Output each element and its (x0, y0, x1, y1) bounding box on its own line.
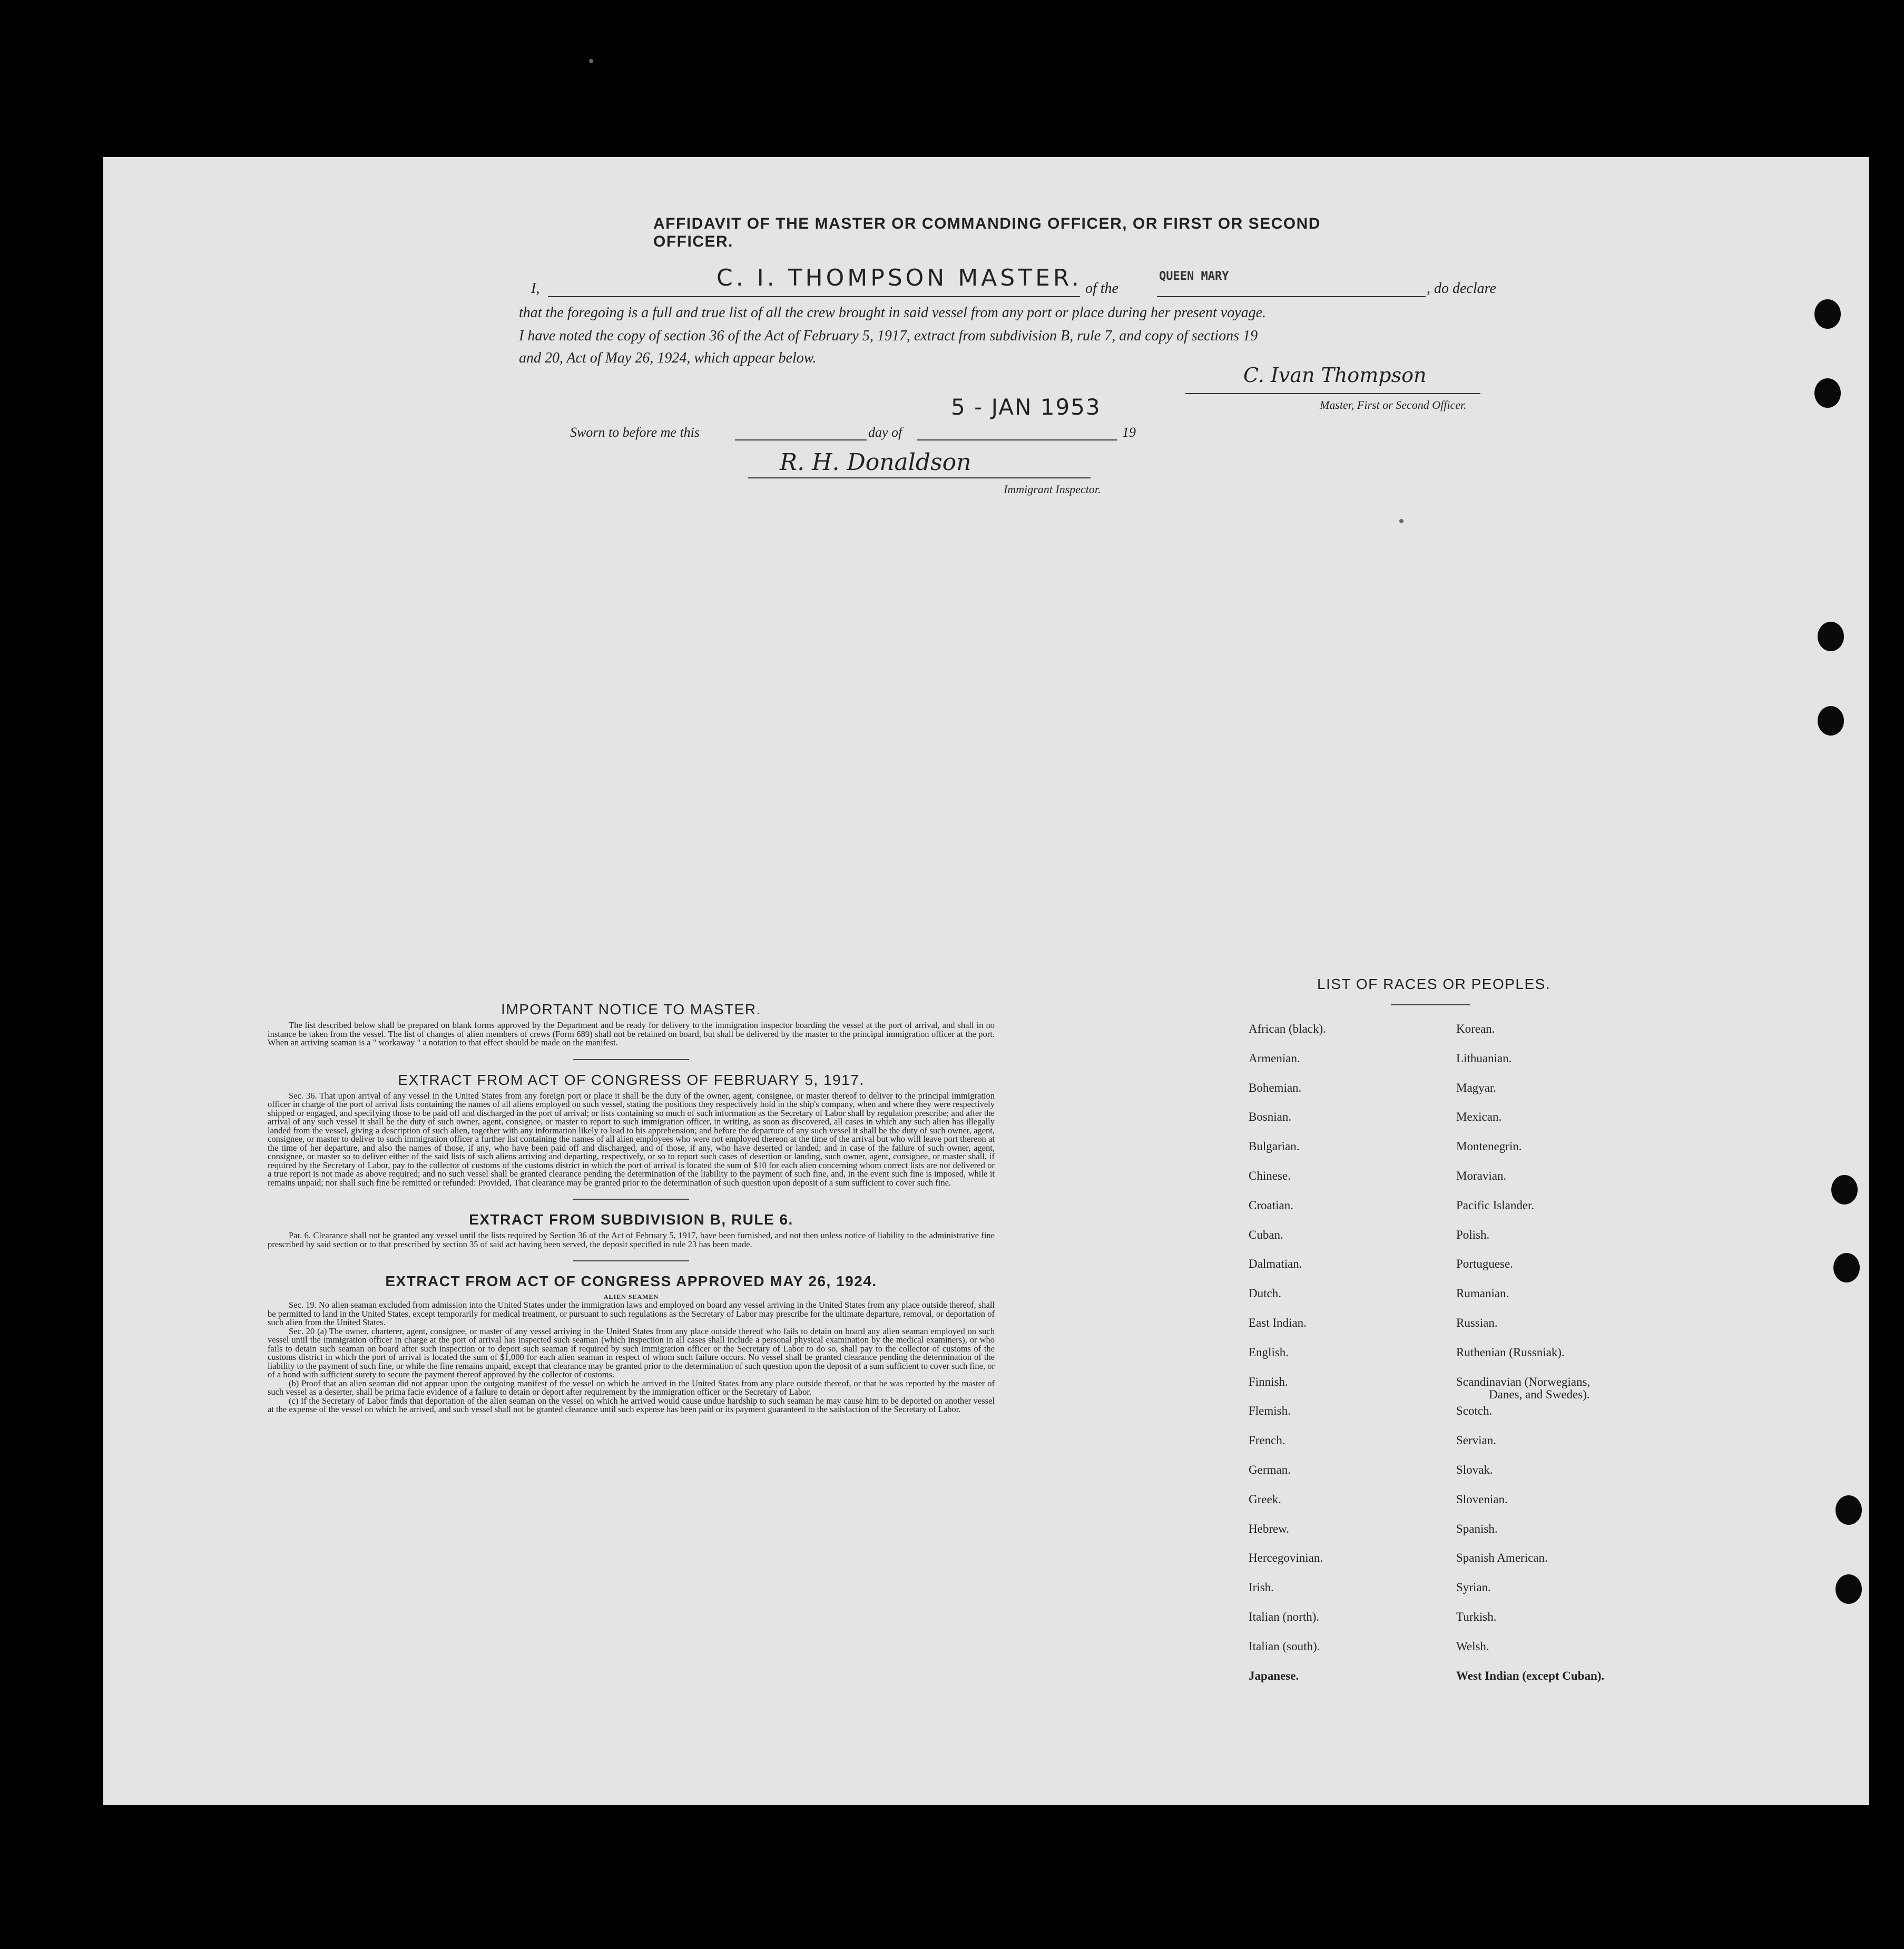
margin-speck (589, 59, 593, 63)
section-divider (573, 1199, 689, 1200)
extract-1924-sec20b: (b) Proof that an alien seaman did not appear upon the outgoing manifest of the vessel on which he arrived in the United States from any place outside thereof, or that he was reported by the master of such vessel as a deserter, shall be prima facie evidence of a failure to detain or deport after requirement by the immigration officer or the Secretary of Labor. (268, 1378, 995, 1397)
sworn-day-line (735, 439, 867, 440)
race-item: Slovak. (1456, 1463, 1493, 1476)
affidavit-title: AFFIDAVIT OF THE MASTER OR COMMANDING OFFICER, OR FIRST OR SECOND OFFICER. (653, 215, 1321, 250)
extract-rule6-body: Par. 6. Clearance shall not be granted any vessel until the lists required by Section 36 of the Act of February 5, 1917, have been furnished, and not then unless notice of liability to the administrative fine prescribed by said section or to that prescribed by section 35 of said act having been served, the deposit specified in rule 23 has been made. (268, 1230, 995, 1249)
races-title: LIST OF RACES OR PEOPLES. (1317, 976, 1551, 992)
race-item: Korean. (1456, 1022, 1495, 1035)
race-item: African (black). (1249, 1022, 1326, 1035)
year-prefix: 19 (1122, 425, 1136, 440)
race-item: Spanish American. (1456, 1551, 1548, 1565)
race-item: Welsh. (1456, 1639, 1489, 1653)
race-item: English. (1249, 1345, 1289, 1359)
race-item: Greek. (1249, 1492, 1281, 1506)
race-item: Finnish. (1249, 1375, 1288, 1388)
declarant-label: I, (531, 280, 540, 297)
master-signature-line (1185, 393, 1480, 394)
declaration-line-2: that the foregoing is a full and true list of all the crew brought in said vessel from any port or place during her present voyage. (519, 305, 1267, 321)
race-item: Croatian. (1249, 1198, 1293, 1212)
race-item: Portuguese. (1456, 1257, 1513, 1271)
punch-hole (1831, 1175, 1858, 1204)
day-of-label: day of (868, 425, 902, 440)
extract-1924-sec19: Sec. 19. No alien seaman excluded from admission into the United States under the immigration laws and employed on board any vessel arriving in the United States from any place outside thereof, shall be permitted to land in the United States, except temporarily for medical treatment, or pursuant to such regulations as the Secretary of Labor may prescribe for the ultimate departure, removal, or deportation of such alien from the United States. (268, 1300, 995, 1327)
race-item: Russian. (1456, 1316, 1498, 1329)
punch-hole (1818, 706, 1844, 736)
race-item: Dalmatian. (1249, 1257, 1302, 1271)
race-item: Italian (north). (1249, 1610, 1320, 1623)
extract-1924-subtitle: ALIEN SEAMEN (603, 1293, 659, 1300)
declaration-line-4: and 20, Act of May 26, 1924, which appear below. (519, 350, 817, 366)
race-item: Mexican. (1456, 1110, 1502, 1124)
race-item: Spanish. (1456, 1522, 1498, 1535)
race-item: Syrian. (1456, 1581, 1491, 1594)
race-item: German. (1249, 1463, 1291, 1476)
race-item: West Indian (except Cuban). (1456, 1669, 1605, 1682)
name-underline (548, 296, 1080, 297)
race-item: Italian (south). (1249, 1639, 1320, 1653)
race-item: East Indian. (1249, 1316, 1307, 1329)
section-divider (573, 1260, 689, 1261)
sworn-month-line (917, 439, 1117, 440)
race-item: French. (1249, 1434, 1285, 1447)
extract-1924-title: EXTRACT FROM ACT OF CONGRESS APPROVED MAY 26, 1924. (385, 1273, 877, 1289)
of-the-label: of the (1085, 280, 1118, 297)
race-item: Turkish. (1456, 1610, 1497, 1623)
race-item: Hebrew. (1249, 1522, 1290, 1535)
race-item: Servian. (1456, 1434, 1497, 1447)
paper-speck (1399, 519, 1404, 523)
race-item: Lithuanian. (1456, 1051, 1512, 1065)
race-item: Irish. (1249, 1581, 1274, 1594)
notice-section (268, 1001, 995, 1414)
race-item: Polish. (1456, 1228, 1490, 1241)
race-item: Cuban. (1249, 1228, 1283, 1241)
do-declare-label: , do declare (1427, 280, 1496, 297)
section-divider (573, 1059, 689, 1060)
notice-title: IMPORTANT NOTICE TO MASTER. (501, 1001, 761, 1017)
punch-hole (1836, 1495, 1862, 1525)
races-title-rule (1391, 1004, 1470, 1005)
race-item: Dutch. (1249, 1287, 1281, 1300)
race-item: Japanese. (1249, 1669, 1299, 1682)
punch-hole (1836, 1574, 1862, 1604)
extract-1924-sec20c: (c) If the Secretary of Labor finds that deportation of the alien seaman on the vessel on which he arrived would cause undue hardship to such seaman he may cause him to be deported on another vessel at the expense of the vessel on which he arrived, and such vessel shall not be granted clearance until such expense has been paid or its payment guaranteed to the satisfaction of the Secretary of Labor. (268, 1395, 995, 1414)
race-item: Hercegovinian. (1249, 1551, 1323, 1565)
date-stamp: 5 - JAN 1953 (951, 394, 1101, 420)
notice-body: The list described below shall be prepared on blank forms approved by the Department and be ready for delivery to the immigration inspector boarding the vessel at the port of arrival, and shall in no instance be taken from the vessel. The list of changes of alien members of crews (Form 689) shall not be retained on board, but shall be delivered by the master to the principal immigration officer at the port. When an arriving seaman is a " workaway " a notation to that effect should be made on the manifest. (268, 1020, 995, 1047)
race-item: Magyar. (1456, 1081, 1497, 1094)
sworn-label: Sworn to before me this (570, 425, 700, 440)
race-item: Slovenian. (1456, 1492, 1508, 1506)
race-item: Bulgarian. (1249, 1140, 1300, 1153)
race-item: Bohemian. (1249, 1081, 1302, 1094)
race-item: Armenian. (1249, 1051, 1300, 1065)
inspector-caption: Immigrant Inspector. (1004, 483, 1101, 496)
declaration-line-3: I have noted the copy of section 36 of the Act of February 5, 1917, extract from subdivision B, rule 7, and copy of sections 19 (519, 328, 1258, 344)
race-item: Bosnian. (1249, 1110, 1292, 1124)
vessel-name-stamp: QUEEN MARY (1159, 270, 1229, 283)
master-name: C. I. THOMPSON MASTER. (717, 265, 1082, 291)
inspector-signature-line (748, 477, 1091, 478)
race-item: Flemish. (1249, 1404, 1291, 1418)
race-item: Chinese. (1249, 1169, 1291, 1182)
master-caption: Master, First or Second Officer. (1320, 398, 1467, 412)
race-item: Pacific Islander. (1456, 1198, 1535, 1212)
race-item-continuation: Danes, and Swedes). (1489, 1387, 1590, 1401)
inspector-signature: R. H. Donaldson (780, 449, 971, 476)
punch-hole (1814, 299, 1841, 329)
extract-1917-body: Sec. 36. That upon arrival of any vessel in the United States from any foreign port or place it shall be the duty of the owner, agent, consignee, or master thereof to deliver to the principal immigration officer in charge of the port of arrival lists containing the names of all aliens employed on such vessel, stating the positions they respectively hold in the ship's company, when and where they were respectively shipped or engaged, and specifying those to be paid off and discharged in the port of arrival; or lists containing so much of such information as the Secretary of Labor shall by regulation prescribe; and after the arrival of any such vessel it shall be the duty of such owner, agent, consignee, or master to report to such immigration officer, in writing, as soon as discovered, all cases in which any such alien has illegally landed from the vessel, giving a description of such alien, together with any information likely to lead to his apprehension; and before the departure of any such vessel it shall be the duty of such owner, agent, consignee, or master to deliver to such immigration officer a further list containing the names of all alien employees who were not employed thereon at the time of the arrival but who will leave port thereon at the time of her departure, and also the names of those, if any, who have been paid off and discharged, and of those, if any, who have deserted or landed; and in case of the failure of such owner, agent, consignee, or master so to deliver either of the said lists of such aliens arriving and departing, respectively, or so to report such cases of desertion or landing, such owner, agent, consignee, or master shall, if required by the Secretary of Labor, pay to the collector of customs of the customs district in which the port of arrival is located the sum of $10 for each alien concerning whom correct lists are not delivered or a true report is not made as above required; and no such vessel shall be granted clearance pending the determination of the liability to the payment of such fine, and, in the event such fine is imposed, while it remains unpaid; nor shall such fine be remitted or refunded: Provided, That clearance may be granted prior to the determination of such question upon deposit of a sum sufficient to cover such fine. (268, 1090, 995, 1188)
race-item: Scotch. (1456, 1404, 1493, 1418)
extract-1917-title: EXTRACT FROM ACT OF CONGRESS OF FEBRUARY 5, 1917. (398, 1071, 865, 1088)
punch-hole (1818, 622, 1844, 651)
race-item: Rumanian. (1456, 1287, 1509, 1300)
race-item: Scandinavian (Norwegians, (1456, 1375, 1591, 1388)
vessel-underline (1157, 296, 1426, 297)
master-signature: C. Ivan Thompson (1243, 364, 1427, 387)
extract-1924-sec20a: Sec. 20 (a) The owner, charterer, agent, consignee, or master of any vessel arriving in the United States from any place outside thereof who fails to detain on board any alien seaman employed on such vessel until the immigration officer in charge at the port of arrival has inspected such seaman (which inspection in all cases shall include a personal physical examination by the medical examiners), or who fails to detain such seaman on board after such inspection or to deport such seaman if required by such immigration officer or the Secretary of Labor to do so, shall pay to the collector of customs of the customs district in which the port of arrival is located the sum of $1,000 for each alien seaman in respect of whom such failure occurs. No vessel shall be granted clearance pending the determination of the liability to the payment of such fine, or while the fine remains unpaid, except that clearance may be granted prior to the determination of such question upon the deposit of a sum sufficient to cover such fine, or of a bond with sufficient surety to secure the payment thereof approved by the collector of customs. (268, 1326, 995, 1379)
race-item: Ruthenian (Russniak). (1456, 1345, 1565, 1359)
extract-rule6-title: EXTRACT FROM SUBDIVISION B, RULE 6. (469, 1211, 793, 1228)
punch-hole (1833, 1253, 1860, 1282)
race-item: Moravian. (1456, 1169, 1507, 1182)
race-item: Montenegrin. (1456, 1140, 1522, 1153)
punch-hole (1814, 378, 1841, 408)
